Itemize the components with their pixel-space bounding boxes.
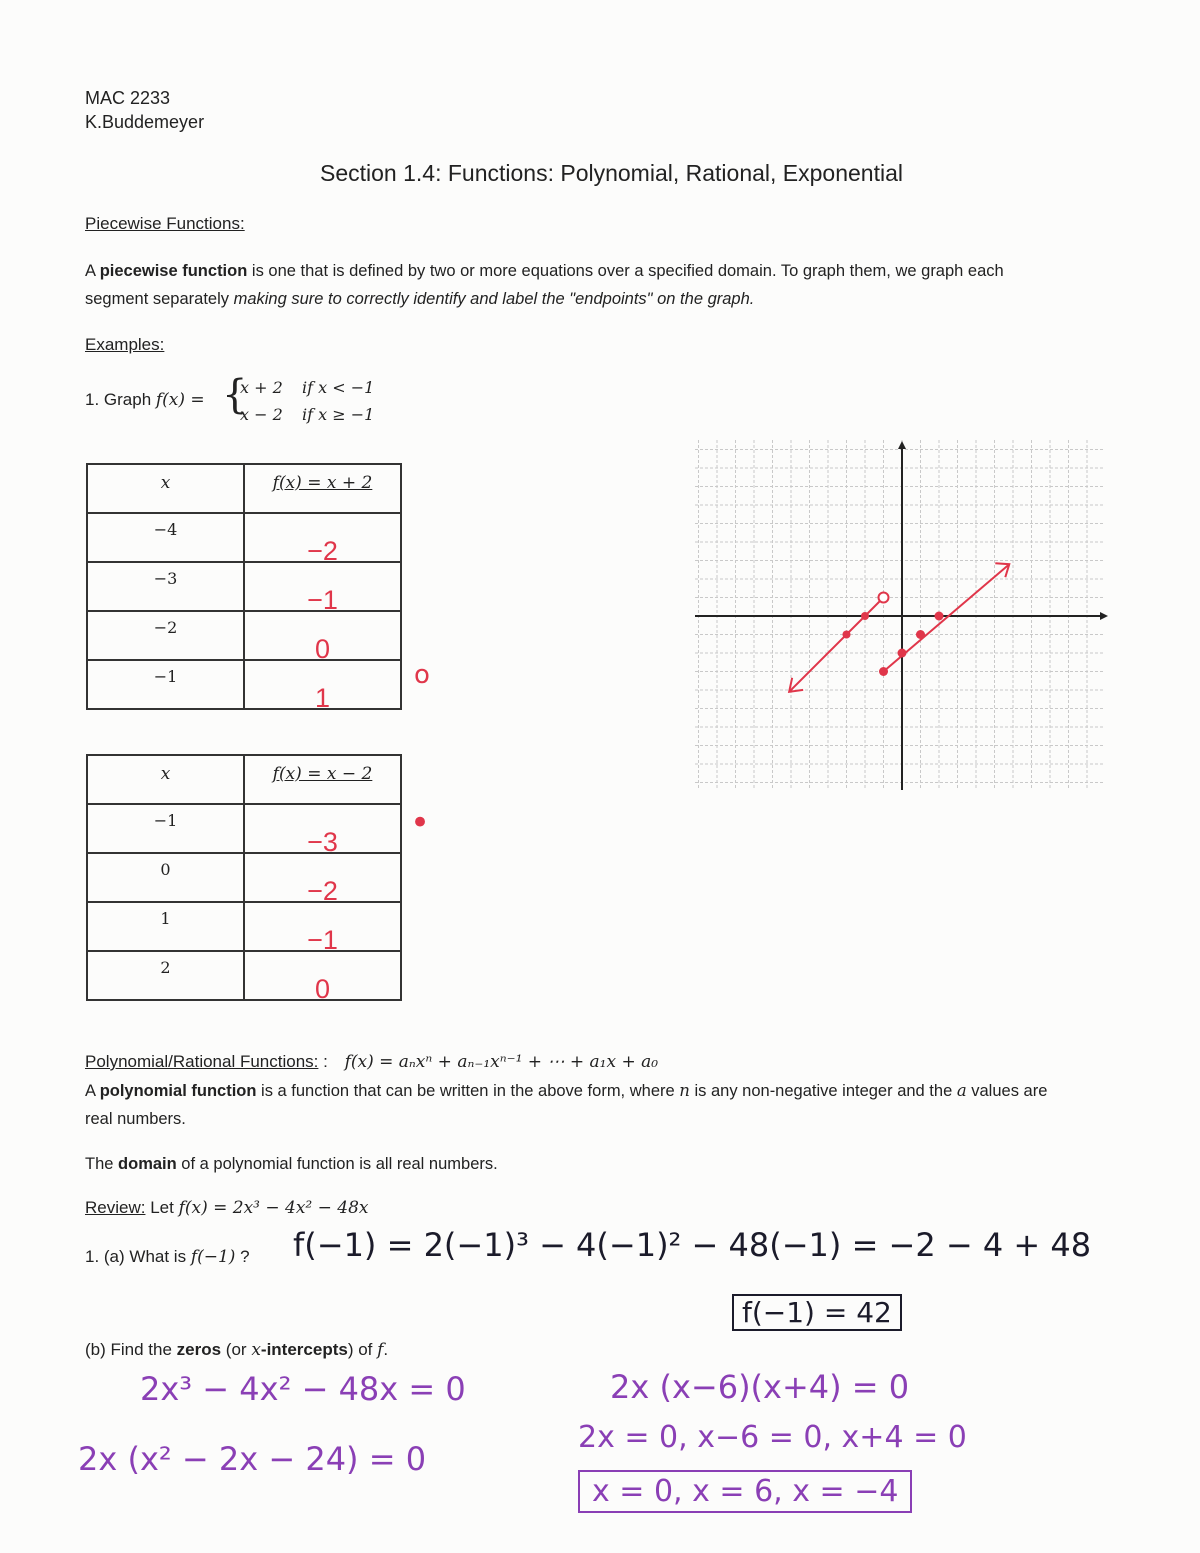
f-value: 0 (314, 634, 331, 664)
cell-x (87, 660, 244, 709)
f-value: −3 (307, 827, 338, 857)
function-name: f(x) = (155, 390, 205, 410)
cell-x (87, 853, 244, 902)
text-run: (b) Find the (85, 1340, 177, 1359)
var-x: x (251, 1340, 261, 1360)
cell-x (87, 804, 244, 853)
review-function: f(x) = 2x³ − 4x² − 48x (178, 1198, 369, 1218)
example-1-label (85, 390, 205, 410)
table-row (87, 853, 401, 902)
domain-sentence (85, 1150, 1085, 1178)
term-domain: domain (118, 1155, 177, 1173)
table-header-row (87, 755, 401, 804)
text-run: 1. Graph (85, 390, 156, 409)
table-row (87, 951, 401, 1000)
x-value: 2 (160, 958, 171, 977)
plot-point (843, 631, 851, 639)
table-header-row (87, 464, 401, 513)
handwritten-1a-work: f(−1) = 2(−1)³ − 4(−1)² − 48(−1) = −2 − 4 + 48 (293, 1226, 1092, 1264)
text-run: segment separately (85, 290, 234, 308)
x-axis-arrow-icon (1100, 612, 1108, 620)
x-value: −4 (153, 520, 178, 539)
handwritten-1b-step-3: 2x (x−6)(x+4) = 0 (610, 1368, 910, 1406)
handwritten-1b-step-1: 2x³ − 4x² − 48x = 0 (140, 1370, 466, 1408)
open-endpoint (879, 593, 889, 603)
piecewise-graph (695, 440, 1110, 790)
text-run: A (85, 1082, 100, 1100)
table-row (87, 804, 401, 853)
header-f-text: f(x) = x + 2 (272, 473, 373, 493)
cell-f (244, 513, 401, 566)
x-value: −1 (153, 667, 178, 686)
x-value: −2 (153, 618, 178, 637)
polynomial-heading-line (85, 1052, 658, 1072)
f-value: −1 (307, 925, 338, 955)
table-header-x (87, 464, 244, 513)
plot-point (916, 630, 925, 639)
table-row (87, 513, 401, 562)
case-2-expr: x − 2 (240, 405, 283, 424)
piecewise-line-1 (85, 257, 1085, 285)
var-n: n (679, 1081, 690, 1100)
text-run: is one that is defined by two or more equations over a specified domain. To graph them, we graph each (247, 262, 1004, 280)
plot-point (879, 667, 888, 676)
emphasis-endpoints: making sure to correctly identify and label the "endpoints" on the graph. (233, 290, 755, 308)
y-axis-arrow-icon (898, 441, 906, 449)
header-f-text: f(x) = x − 2 (272, 764, 373, 784)
piecewise-paragraph (85, 257, 1085, 313)
x-value: 1 (160, 909, 171, 928)
course-code: MAC 2233 (85, 88, 171, 108)
f-value: 1 (314, 683, 331, 713)
plot-point (935, 612, 944, 621)
cell-x (87, 951, 244, 1000)
text-run: 1. (a) What is (85, 1247, 191, 1266)
text-run: : (318, 1052, 333, 1071)
cell-x (87, 562, 244, 611)
table-header-x (87, 755, 244, 804)
question-1a (85, 1247, 250, 1267)
polynomial-line-2: real numbers. (85, 1110, 186, 1128)
cell-x (87, 611, 244, 660)
term-intercepts: -intercepts (260, 1340, 348, 1359)
header-x-text: x (160, 764, 171, 784)
var-f: f (377, 1340, 384, 1360)
handwritten-1a-answer: f(−1) = 42 (732, 1294, 902, 1331)
text-run: ? (235, 1247, 250, 1266)
text-run: Let (145, 1198, 179, 1217)
question-1a-expr: f(−1) (190, 1247, 236, 1267)
piecewise-line-2 (85, 285, 1085, 313)
examples-heading: Examples: (85, 335, 165, 354)
text-run: ) of (347, 1340, 378, 1359)
f-value: −2 (307, 536, 338, 566)
table-row (87, 902, 401, 951)
text-run: A (85, 262, 100, 280)
plot-point (861, 612, 869, 620)
brace-symbol: { (222, 372, 248, 418)
open-circle-mark: o (414, 660, 430, 690)
piecewise-cases (240, 374, 374, 428)
cell-f (244, 660, 401, 713)
polynomial-formula: f(x) = aₙxⁿ + aₙ₋₁xⁿ⁻¹ + ⋯ + a₁x + a₀ (344, 1052, 659, 1072)
question-1b (85, 1340, 388, 1360)
case-1-expr: x + 2 (240, 378, 283, 397)
term-polynomial-function: polynomial function (99, 1082, 257, 1100)
page-title: Section 1.4: Functions: Polynomial, Rational, Exponential (320, 160, 903, 186)
text-run: of a polynomial function is all real numbers. (176, 1155, 498, 1173)
cell-f (244, 853, 401, 906)
text-run: is a function that can be written in the above form, where (256, 1082, 680, 1100)
value-table-2 (86, 754, 402, 1004)
term-piecewise-function: piecewise function (99, 262, 248, 280)
x-value: −1 (153, 811, 178, 830)
review-line (85, 1198, 369, 1218)
text-run: . (383, 1340, 389, 1359)
case-2 (240, 401, 374, 428)
var-a: a (956, 1081, 967, 1100)
table-row (87, 562, 401, 611)
handwritten-1b-step-4: 2x = 0, x−6 = 0, x+4 = 0 (578, 1420, 967, 1455)
table-header-f (244, 755, 401, 804)
cell-f (244, 562, 401, 615)
text-run: (or (221, 1340, 252, 1359)
text-run: The (85, 1155, 119, 1173)
instructor-name: K.Buddemeyer (85, 112, 205, 132)
header-x-text: x (160, 473, 171, 493)
f-value: −1 (307, 585, 338, 615)
cell-f (244, 902, 401, 955)
review-label: Review: (85, 1198, 146, 1217)
handwritten-1b-answer: x = 0, x = 6, x = −4 (578, 1470, 912, 1513)
cell-x (87, 902, 244, 951)
case-1-cond: if x < −1 (302, 378, 375, 397)
polynomial-heading: Polynomial/Rational Functions: (85, 1052, 319, 1071)
plot-point (898, 649, 907, 658)
x-value: 0 (160, 860, 171, 879)
handwritten-1b-step-2: 2x (x² − 2x − 24) = 0 (78, 1440, 427, 1478)
cell-f (244, 611, 401, 664)
f-value: −2 (307, 876, 338, 906)
term-zeros: zeros (176, 1340, 222, 1359)
table-header-f (244, 464, 401, 513)
piecewise-heading: Piecewise Functions: (85, 214, 245, 233)
cell-f (244, 951, 401, 1004)
case-2-cond: if x ≥ −1 (302, 405, 375, 424)
segment-x-plus-2 (789, 598, 883, 692)
table-row (87, 660, 401, 709)
table-row (87, 611, 401, 660)
text-run: values are (966, 1082, 1048, 1100)
value-table-1 (86, 463, 402, 713)
x-value: −3 (153, 569, 178, 588)
cell-x (87, 513, 244, 562)
cell-f (244, 804, 401, 857)
closed-dot-mark: • (410, 803, 431, 843)
text-run: is any non-negative integer and the (689, 1082, 957, 1100)
polynomial-line-1 (85, 1077, 1085, 1105)
polynomial-paragraph (85, 1077, 1085, 1133)
f-value: 0 (314, 974, 331, 1004)
case-1 (240, 374, 374, 401)
